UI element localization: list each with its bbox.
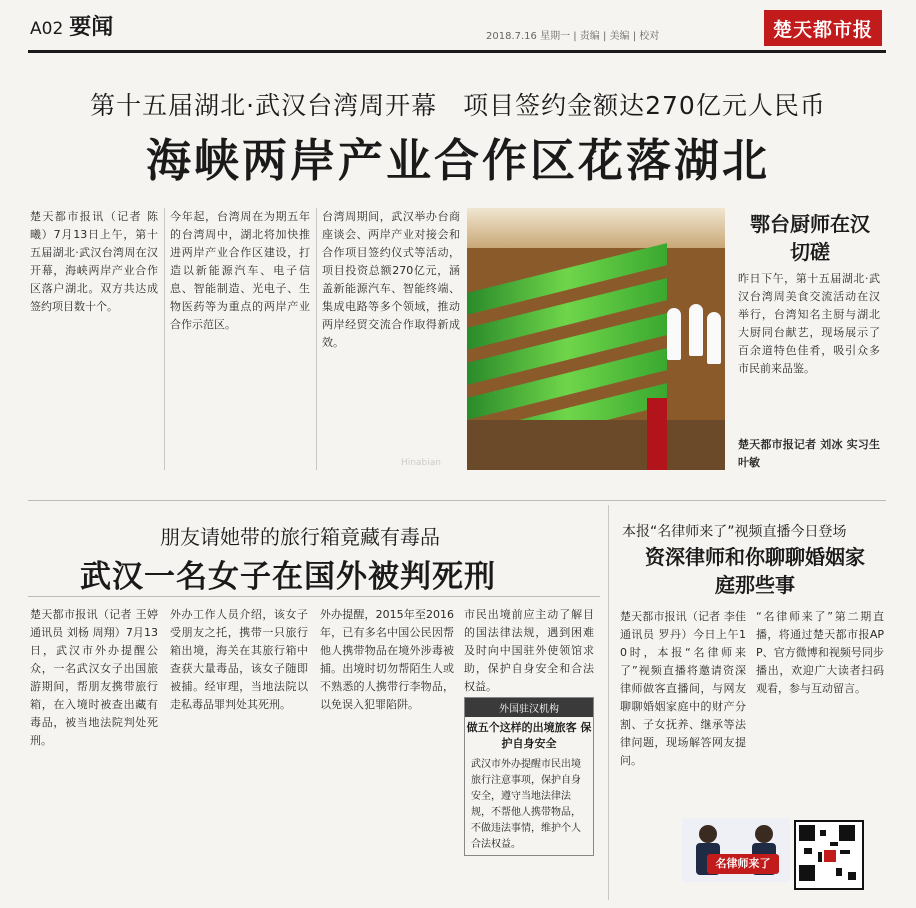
sidebar-title: 鄂台厨师在汉切磋 (750, 212, 870, 264)
inset-body: 武汉市外办提醒市民出境旅行注意事项，保护自身安全，遵守当地法律法规，不帮他人携带物品，不做违法事情，维护个人合法权益。 (471, 759, 581, 850)
inset-title: 做五个这样的出境旅客 保护自身安全 (466, 721, 592, 750)
sidebar-byline: 楚天都市报记者 刘冰 实习生 叶敏 (738, 438, 880, 469)
story2-column-3: 外办提醒，2015年至2016年，已有多名中国公民因帮他人携带物品在境外涉毒被捕。出境时切勿帮陌生人或不熟悉的人携带行李物品，以免误入犯罪陷阱。 (320, 608, 454, 711)
column-divider (164, 208, 165, 470)
lead-column-2: 今年起，台湾周在为期五年的台湾周中，湖北将加快推进两岸产业合作区建设，打造以新能源汽车、电子信息、智能制造、光电子、生物医药等为重点的两岸产业合作示范区。 (170, 210, 310, 331)
story2-rule (28, 596, 600, 597)
lead-headline: 海峡两岸产业合作区花落湖北 (145, 134, 770, 187)
section-name: 要闻 (69, 15, 114, 40)
masthead-logo: 楚天都市报 (764, 10, 882, 46)
inset-tag: 外国驻汉机构 (465, 698, 593, 717)
sidebar-body: 昨日下午，第十五届湖北·武汉台湾周美食交流活动在汉举行，台湾知名主厨与湖北大厨同台献艺，现场展示了百余道特色佳肴，吸引众多市民前来品鉴。 (738, 272, 880, 375)
story2-inset-box (464, 697, 594, 856)
page-section-label (30, 10, 113, 41)
column-divider (316, 208, 317, 470)
issue-date-line: 2018.7.16 星期一 | 责编 | 美编 | 校对 (486, 31, 660, 42)
story2-column-4: 市民出境前应主动了解目的国法律法规，遇到困难及时向中国驻外使领馆求助，保护自身安全和合法权益。 (464, 608, 594, 692)
story2-column-1: 楚天都市报讯（记者 王婷 通讯员 刘杨 周翔）7月13日，武汉市外办提醒公众，一名武汉女子出国旅游期间，帮朋友携带旅行箱，在入境时被查出藏有毒品，被当地法院判处死刑。 (30, 608, 158, 747)
promo-column-1: 楚天都市报讯（记者 李佳 通讯员 罗丹）今日上午10时，本报“名律师来了”视频直播将邀请资深律师做客直播间，与网友聊聊婚姻家庭中的财产分割、子女抚养、继承等法律问题，现场解答网友提问。 (620, 610, 746, 767)
promo-banner-tag: 名律师来了 (707, 854, 779, 874)
column-divider (608, 505, 609, 900)
lead-photo-food-display (467, 208, 725, 470)
photo-watermark: Hinabian (401, 458, 441, 468)
lead-kicker: 第十五届湖北·武汉台湾周开幕 项目签约金额达270亿元人民币 (90, 91, 826, 120)
promo-kicker: 本报“名律师来了”视频直播今日登场 (622, 524, 847, 540)
story2-kicker: 朋友请她带的旅行箱竟藏有毒品 (160, 525, 440, 549)
header-rule (28, 50, 886, 53)
story2-column-2: 外办工作人员介绍，该女子受朋友之托，携带一只旅行箱出境，海关在其旅行箱中查获大量毒品，该女子随即被捕。经审理，当地法院以走私毒品罪判处其死刑。 (170, 608, 308, 711)
section-divider (28, 500, 886, 501)
promo-column-2: “名律师来了”第二期直播，将通过楚天都市报APP、官方微博和视频号同步播出，欢迎广大读者扫码观看，参与互动留言。 (756, 610, 884, 695)
page-number: A02 (30, 19, 64, 39)
story2-headline: 武汉一名女子在国外被判死刑 (80, 559, 496, 595)
promo-headline: 资深律师和你聊聊婚姻家庭那些事 (645, 545, 865, 597)
qr-center-logo (823, 849, 837, 863)
lead-column-1: 楚天都市报讯（记者 陈曦）7月13日上午，第十五届湖北·武汉台湾周在汉开幕，海峡两岸产业合作区落户湖北。双方共达成签约项目数十个。 (30, 210, 158, 313)
lead-column-3: 台湾周期间，武汉举办台商座谈会、两岸产业对接会和合作项目签约仪式等活动，项目投资总额270亿元，涵盖新能源汽车、智能终端、集成电路等多个领域，推动两岸经贸交流合作取得新成效。 (322, 210, 460, 349)
